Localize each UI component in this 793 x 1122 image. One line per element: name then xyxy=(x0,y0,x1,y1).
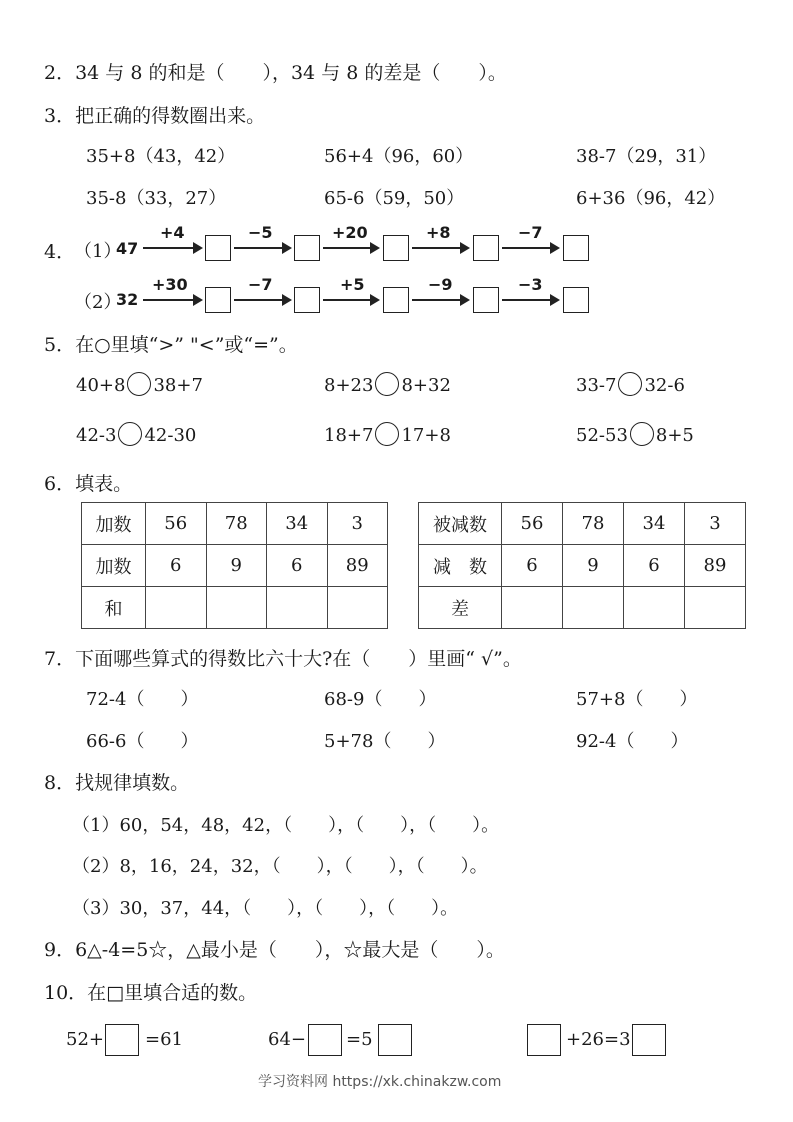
row-label: 和 xyxy=(82,587,146,629)
question-3-title: 3．把正确的得数圈出来。 xyxy=(44,105,266,127)
q7-item[interactable]: 72-4（ ） xyxy=(86,689,199,710)
arrow-icon xyxy=(502,247,558,249)
addition-table xyxy=(81,502,388,629)
compare-circle[interactable] xyxy=(630,422,654,446)
table-cell: 89 xyxy=(327,545,388,587)
q5-item xyxy=(324,372,451,396)
compare-circle[interactable] xyxy=(118,422,142,446)
q5-right: 32-6 xyxy=(644,375,685,396)
q3-item: 6+36（96，42） xyxy=(576,188,726,209)
arrow-icon xyxy=(502,299,558,301)
table-cell: 34 xyxy=(267,503,328,545)
arrow-icon xyxy=(143,299,201,301)
q5-item xyxy=(76,422,196,446)
answer-cell[interactable] xyxy=(685,587,746,629)
q3-item: 56+4（96，60） xyxy=(324,146,474,167)
compare-circle[interactable] xyxy=(375,372,399,396)
row-label: 被减数 xyxy=(419,503,502,545)
table-cell: 56 xyxy=(502,503,563,545)
arrow-icon xyxy=(323,299,378,301)
table-cell: 6 xyxy=(624,545,685,587)
answer-box[interactable] xyxy=(473,287,499,313)
q7-item[interactable]: 57+8（ ） xyxy=(576,689,698,710)
table-cell: 78 xyxy=(563,503,624,545)
q5-left: 40+8 xyxy=(76,375,126,396)
q5-item xyxy=(76,372,203,396)
chain-op: −5 xyxy=(248,223,273,242)
answer-box[interactable] xyxy=(563,287,589,313)
chain-op: +4 xyxy=(160,223,185,242)
table-cell: 6 xyxy=(502,545,563,587)
arrow-icon xyxy=(143,247,201,249)
chain-op: −7 xyxy=(248,275,273,294)
table-cell: 6 xyxy=(267,545,328,587)
question-6-title: 6．填表。 xyxy=(44,473,133,495)
chain-op: −7 xyxy=(518,223,543,242)
table-cell: 34 xyxy=(624,503,685,545)
arrow-icon xyxy=(412,247,468,249)
q3-item: 35+8（43，42） xyxy=(86,146,236,167)
table-cell: 9 xyxy=(563,545,624,587)
table-cell: 89 xyxy=(685,545,746,587)
table-cell: 78 xyxy=(206,503,267,545)
q10-eq2-right: =5 xyxy=(346,1029,373,1050)
q7-item[interactable]: 92-4（ ） xyxy=(576,731,689,752)
q8-item: （2）8，16，24，32，（ ），（ ），（ ）。 xyxy=(72,856,488,877)
question-5-title: 5．在○里填“>” "<”或“=”。 xyxy=(44,334,298,356)
q7-item[interactable]: 68-9（ ） xyxy=(324,689,437,710)
chain-op: +30 xyxy=(152,275,188,294)
table-cell: 9 xyxy=(206,545,267,587)
answer-box[interactable] xyxy=(527,1024,561,1056)
q5-item xyxy=(576,422,694,446)
chain-op: +8 xyxy=(426,223,451,242)
chain-op: +5 xyxy=(340,275,365,294)
answer-box[interactable] xyxy=(105,1024,139,1056)
q5-item xyxy=(324,422,451,446)
answer-cell[interactable] xyxy=(146,587,207,629)
table-cell: 56 xyxy=(146,503,207,545)
answer-cell[interactable] xyxy=(206,587,267,629)
chain-op: −9 xyxy=(428,275,453,294)
q5-item xyxy=(576,372,685,396)
answer-box[interactable] xyxy=(383,287,409,313)
answer-box[interactable] xyxy=(383,235,409,261)
subtraction-table xyxy=(418,502,746,629)
answer-box[interactable] xyxy=(205,287,231,313)
row-label: 加数 xyxy=(82,503,146,545)
q5-left: 18+7 xyxy=(324,425,374,446)
answer-cell[interactable] xyxy=(502,587,563,629)
q5-left: 33-7 xyxy=(576,375,617,396)
chain-label: （1） xyxy=(74,241,122,262)
q8-item: （3）30，37，44，（ ），（ ），（ ）。 xyxy=(72,898,459,919)
answer-box[interactable] xyxy=(308,1024,342,1056)
chain-op: −3 xyxy=(518,275,543,294)
q5-right: 38+7 xyxy=(153,375,203,396)
q10-eq2-left: 64− xyxy=(268,1029,306,1050)
compare-circle[interactable] xyxy=(375,422,399,446)
answer-box[interactable] xyxy=(205,235,231,261)
chain-start-number: 32 xyxy=(116,290,139,309)
row-label: 加数 xyxy=(82,545,146,587)
chain-start-number: 47 xyxy=(116,239,139,258)
q3-item: 65-6（59，50） xyxy=(324,188,465,209)
answer-cell[interactable] xyxy=(563,587,624,629)
table-cell: 3 xyxy=(327,503,388,545)
chain-op: +20 xyxy=(332,223,368,242)
answer-cell[interactable] xyxy=(624,587,685,629)
question-7-title: 7．下面哪些算式的得数比六十大?在（ ）里画“ √”。 xyxy=(44,648,522,670)
answer-box[interactable] xyxy=(294,287,320,313)
arrow-icon xyxy=(412,299,468,301)
question-4-number: 4． xyxy=(44,241,76,263)
chain-label: （2） xyxy=(74,292,122,313)
question-8-title: 8．找规律填数。 xyxy=(44,772,190,794)
q3-item: 38-7（29，31） xyxy=(576,146,717,167)
q10-eq3-right: +26=3 xyxy=(566,1029,631,1050)
q5-left: 52-53 xyxy=(576,425,628,446)
q5-left: 8+23 xyxy=(324,375,374,396)
answer-box[interactable] xyxy=(632,1024,666,1056)
arrow-icon xyxy=(323,247,378,249)
q5-right: 42-30 xyxy=(144,425,197,446)
question-9: 9．6△-4=5☆，△最小是（ ），☆最大是（ ）。 xyxy=(44,939,505,961)
q7-item[interactable]: 66-6（ ） xyxy=(86,731,199,752)
answer-cell[interactable] xyxy=(267,587,328,629)
q10-eq1-right: =61 xyxy=(145,1029,183,1050)
row-label: 减 数 xyxy=(419,545,502,587)
q8-item: （1）60，54，48，42，（ ），（ ），（ ）。 xyxy=(72,815,500,836)
answer-box[interactable] xyxy=(378,1024,412,1056)
question-10-title: 10．在□里填合适的数。 xyxy=(44,982,258,1004)
q10-eq1-left: 52+ xyxy=(66,1029,104,1050)
footer-watermark: 学习资料网 https://xk.chinakzw.com xyxy=(258,1074,502,1090)
compare-circle[interactable] xyxy=(618,372,642,396)
answer-box[interactable] xyxy=(473,235,499,261)
question-2: 2．34 与 8 的和是（ ），34 与 8 的差是（ ）。 xyxy=(44,62,507,84)
answer-box[interactable] xyxy=(294,235,320,261)
q7-item[interactable]: 5+78（ ） xyxy=(324,731,446,752)
q5-right: 8+5 xyxy=(655,425,694,446)
q5-right: 8+32 xyxy=(401,375,451,396)
compare-circle[interactable] xyxy=(127,372,151,396)
q5-left: 42-3 xyxy=(76,425,117,446)
answer-cell[interactable] xyxy=(327,587,388,629)
table-cell: 6 xyxy=(146,545,207,587)
q5-right: 17+8 xyxy=(401,425,451,446)
answer-box[interactable] xyxy=(563,235,589,261)
arrow-icon xyxy=(234,247,290,249)
q3-item: 35-8（33，27） xyxy=(86,188,227,209)
arrow-icon xyxy=(234,299,290,301)
row-label: 差 xyxy=(419,587,502,629)
table-cell: 3 xyxy=(685,503,746,545)
